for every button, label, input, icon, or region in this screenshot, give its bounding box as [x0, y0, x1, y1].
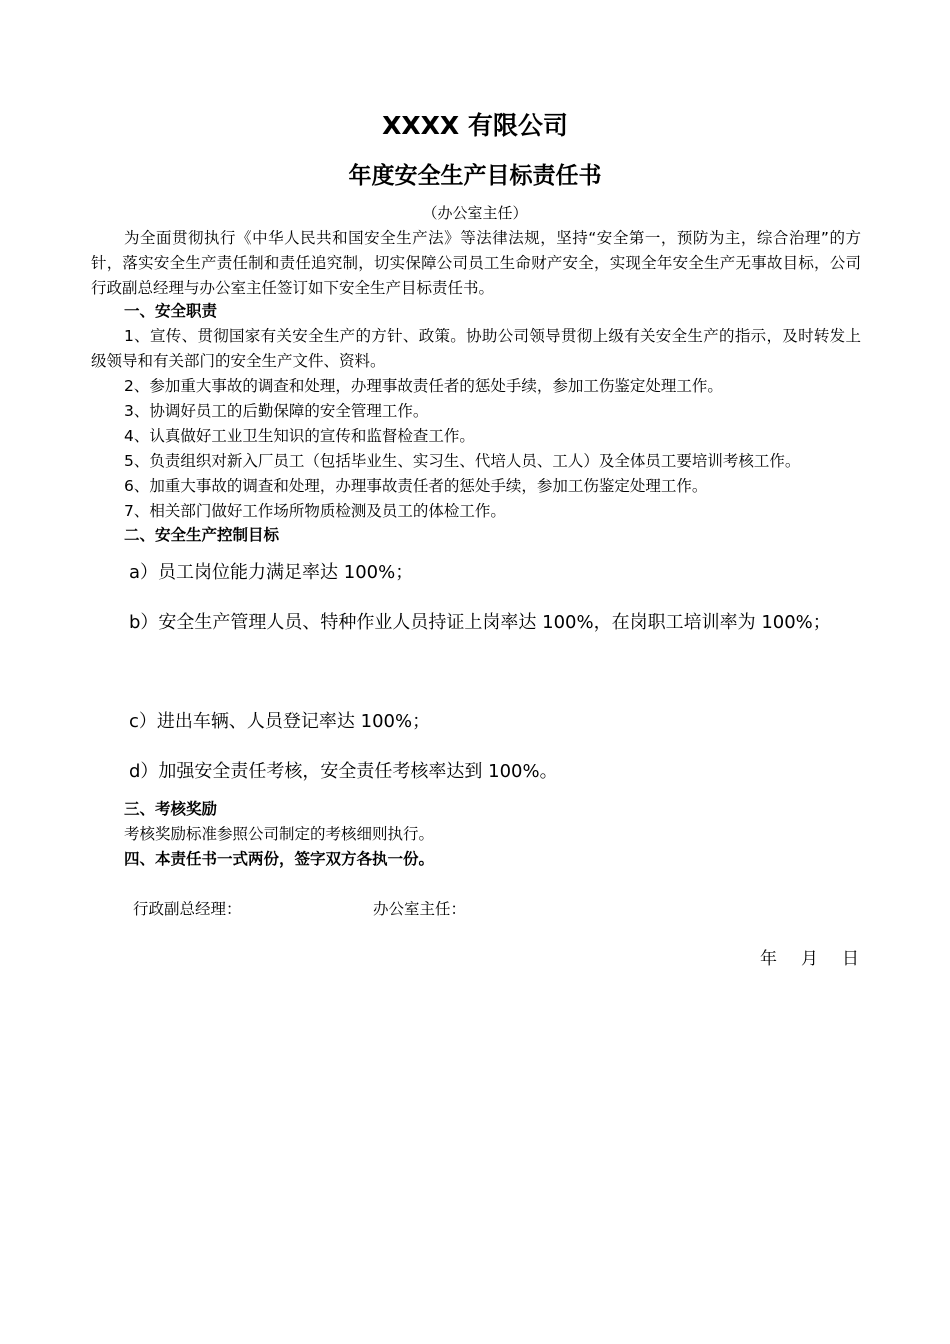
target-d: d）加强安全责任考核，安全责任考核率达到 100%。 [129, 761, 558, 782]
duty-item-7: 7、相关部门做好工作场所物质检测及员工的体检工作。 [124, 502, 506, 520]
intro-paragraph: 为全面贯彻执行《中华人民共和国安全生产法》等法律法规，坚持“安全第一，预防为主，综合治理”的方针，落实安全生产责任制和责任追究制，切实保障公司员工生命财产安全，实现全年安全生产无事故目标，公司行政副总经理与办公室主任签订如下安全生产目标责任书。 [91, 229, 861, 297]
duty-item-4: 4、认真做好工业卫生知识的宣传和监督检查工作。 [124, 427, 475, 445]
document-subtitle: （办公室主任） [422, 204, 528, 222]
duty-item-5: 5、负责组织对新入厂员工（包括毕业生、实习生、代培人员、工人）及全体员工要培训考核工作。 [124, 452, 801, 470]
target-c: c）进出车辆、人员登记率达 100%； [129, 711, 431, 732]
date-line [760, 947, 859, 972]
signature-right-label: 办公室主任： [373, 900, 467, 918]
duty-item-1: 1、宣传、贯彻国家有关安全生产的方针、政策。协助公司领导贯彻上级有关安全生产的指示，及时转发上级领导和有关部门的安全生产文件、资料。 [91, 327, 861, 370]
date-year: 年 [760, 949, 777, 969]
section4-heading: 四、本责任书一式两份，签字双方各执一份。 [124, 850, 435, 868]
document-title: 年度安全生产目标责任书 [348, 163, 602, 189]
duty-item-3: 3、协调好员工的后勤保障的安全管理工作。 [124, 402, 429, 420]
section2-heading: 二、安全生产控制目标 [124, 526, 280, 544]
company-title: XXXX 有限公司 [382, 111, 568, 140]
section1-heading: 一、安全职责 [124, 302, 218, 320]
target-a: a）员工岗位能力满足率达 100%； [129, 562, 414, 583]
date-day: 日 [842, 949, 859, 969]
duty-item-2: 2、参加重大事故的调查和处理，办理事故责任者的惩处手续，参加工伤鉴定处理工作。 [124, 377, 723, 395]
date-month: 月 [801, 949, 818, 969]
signature-left-label: 行政副总经理： [133, 900, 242, 918]
target-b: b）安全生产管理人员、特种作业人员持证上岗率达 100%，在岗职工培训率为 100%； [129, 612, 831, 633]
duty-item-6: 6、加重大事故的调查和处理，办理事故责任者的惩处手续，参加工伤鉴定处理工作。 [124, 477, 708, 495]
section3-text: 考核奖励标准参照公司制定的考核细则执行。 [124, 825, 435, 843]
section3-heading: 三、考核奖励 [124, 800, 218, 818]
